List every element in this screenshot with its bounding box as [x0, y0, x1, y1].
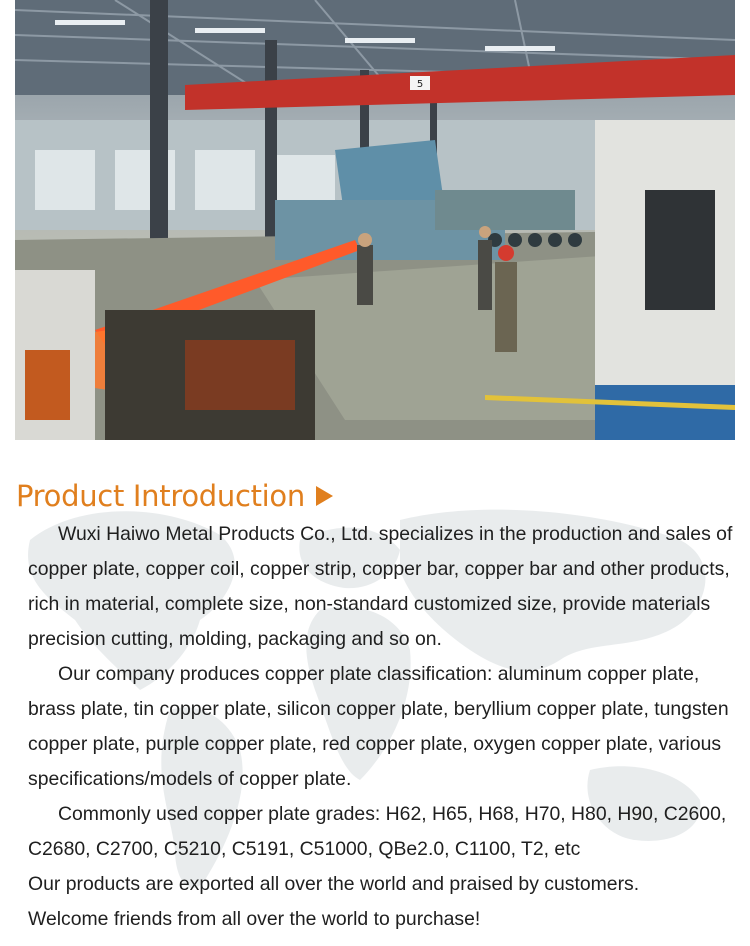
section-heading: [16, 476, 333, 516]
section-heading-label: Product Introduction: [16, 479, 305, 513]
factory-photo: [15, 0, 735, 440]
product-introduction-text: [28, 517, 738, 937]
intro-paragraph-classification: Our company produces copper plate classification: aluminum copper plate, brass plate, tin copper plate, silicon copper plate, beryllium copper plate, tungsten copper plate, purple copper plate, red copper plate, oxygen copper plate, various specifications/models of copper plate.: [28, 663, 729, 790]
closing-line-welcome: Welcome friends from all over the world to purchase!: [28, 908, 481, 930]
closing-line-export: Our products are exported all over the world and praised by customers.: [28, 873, 640, 895]
play-triangle-icon: [316, 486, 333, 506]
crane-number: 5: [416, 79, 424, 90]
intro-paragraph-company: Wuxi Haiwo Metal Products Co., Ltd. specializes in the production and sales of copper plate, copper coil, copper strip, copper bar, copper bar and other products, rich in material, complete size, non-standard customized size, provide materials precision cutting, molding, packaging and so on.: [28, 523, 733, 650]
intro-paragraph-grades: Commonly used copper plate grades: H62, H65, H68, H70, H80, H90, C2600, C2680, C2700, C5210, C5191, C51000, QBe2.0, C1100, T2, etc: [28, 803, 727, 860]
rolling-mill-illustration: [15, 0, 735, 440]
